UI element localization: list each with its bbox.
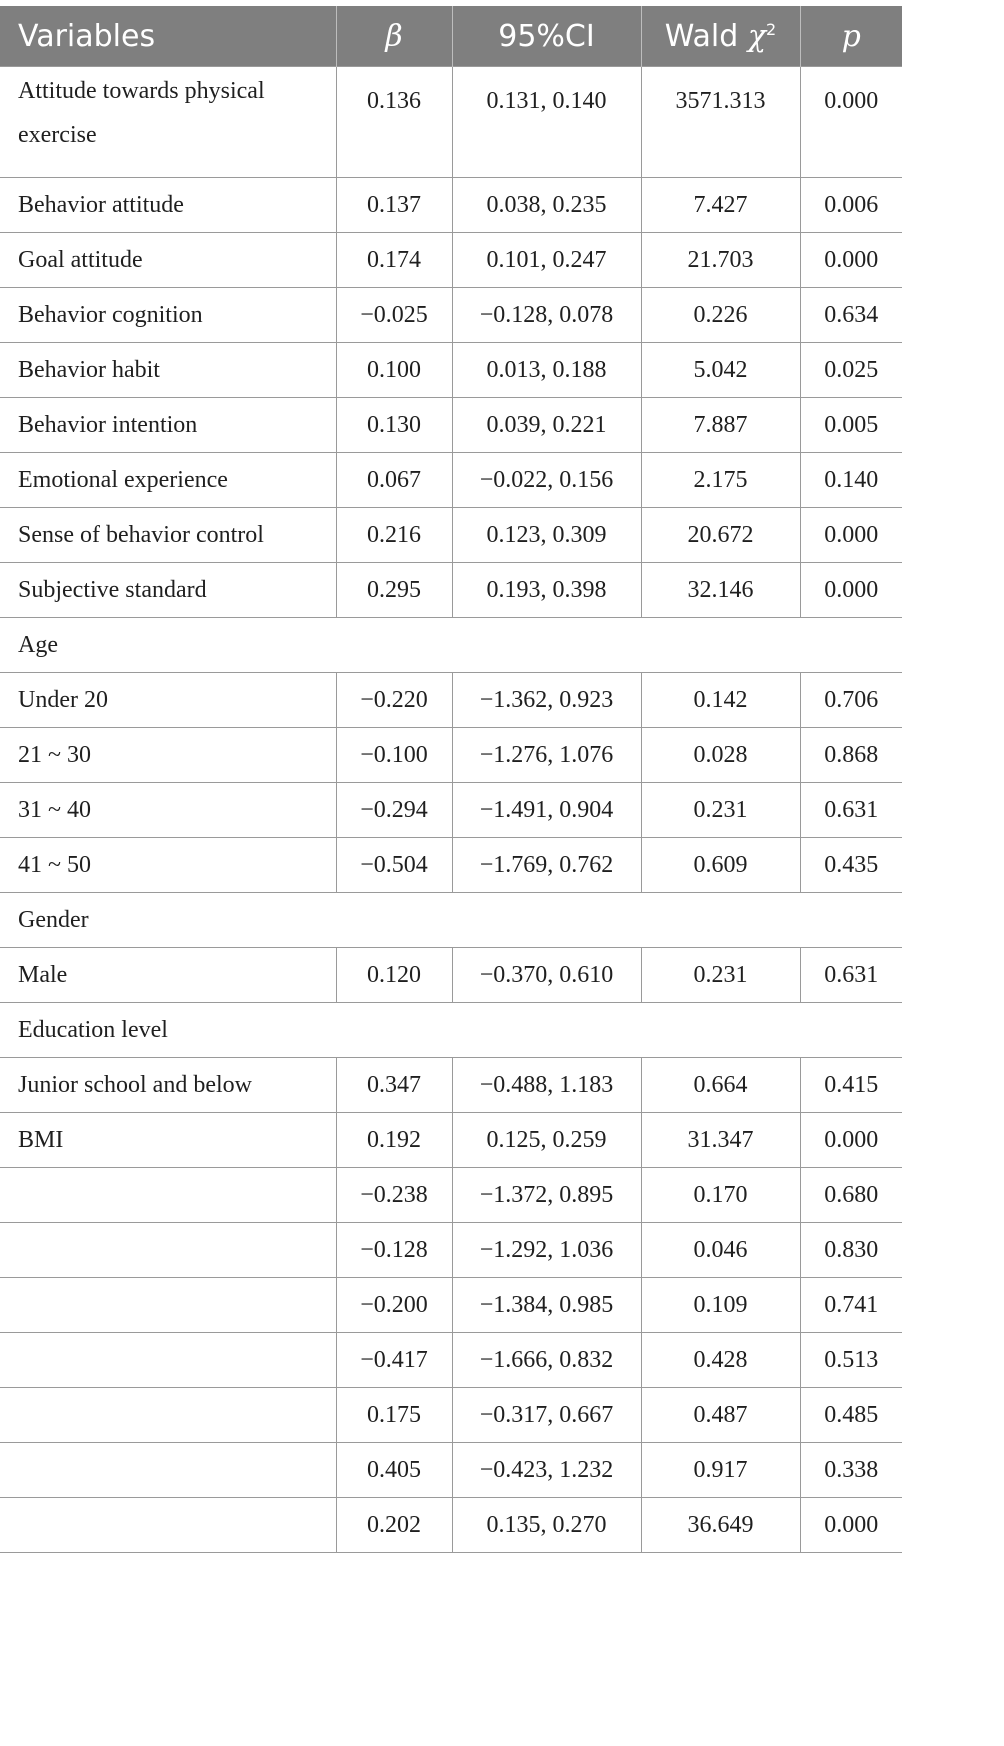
cell-variable: Behavior cognition: [0, 288, 336, 343]
cell-beta: 0.100: [336, 343, 452, 398]
cell-variable: 21 ~ 30: [0, 728, 336, 783]
table-row: [0, 1278, 902, 1333]
cell-p: 0.631: [800, 948, 902, 1003]
header-p: [800, 6, 902, 67]
cell-ci: −1.292, 1.036: [452, 1223, 641, 1278]
section-label: Education level: [0, 1003, 902, 1058]
cell-p: 0.631: [800, 783, 902, 838]
cell-variable: [0, 1333, 336, 1388]
cell-beta: −0.128: [336, 1223, 452, 1278]
cell-p: 0.634: [800, 288, 902, 343]
cell-beta: −0.294: [336, 783, 452, 838]
cell-ci: 0.193, 0.398: [452, 563, 641, 618]
cell-ci: 0.135, 0.270: [452, 1498, 641, 1553]
cell-beta: −0.025: [336, 288, 452, 343]
cell-p: 0.000: [800, 1498, 902, 1553]
table-header: [0, 6, 902, 67]
cell-ci: −1.372, 0.895: [452, 1168, 641, 1223]
cell-p: 0.000: [800, 233, 902, 288]
table-row: [0, 1113, 902, 1168]
section-label: Gender: [0, 893, 902, 948]
table-row: [0, 783, 902, 838]
cell-p: 0.830: [800, 1223, 902, 1278]
table-row: [0, 1223, 902, 1278]
cell-variable: Under 20: [0, 673, 336, 728]
wald-label: Wald: [664, 18, 748, 54]
cell-variable: Sense of behavior control: [0, 508, 336, 563]
cell-wald: 36.649: [641, 1498, 800, 1553]
cell-variable: [0, 1498, 336, 1553]
cell-p: 0.741: [800, 1278, 902, 1333]
table-body: [0, 67, 902, 1553]
section-row: [0, 893, 902, 948]
cell-wald: 2.175: [641, 453, 800, 508]
cell-wald: 0.226: [641, 288, 800, 343]
cell-variable: Behavior habit: [0, 343, 336, 398]
cell-variable: [0, 1168, 336, 1223]
cell-wald: 0.231: [641, 948, 800, 1003]
cell-p: 0.338: [800, 1443, 902, 1498]
cell-ci: −0.370, 0.610: [452, 948, 641, 1003]
cell-beta: 0.137: [336, 178, 452, 233]
cell-variable: 31 ~ 40: [0, 783, 336, 838]
header-wald: [641, 6, 800, 67]
cell-ci: −0.317, 0.667: [452, 1388, 641, 1443]
p-symbol: p: [841, 18, 861, 54]
cell-p: 0.000: [800, 563, 902, 618]
cell-ci: −1.362, 0.923: [452, 673, 641, 728]
table-row: [0, 178, 902, 233]
table-row: [0, 67, 902, 178]
cell-ci: −0.128, 0.078: [452, 288, 641, 343]
table-row: [0, 453, 902, 508]
table-row: [0, 398, 902, 453]
cell-p: 0.005: [800, 398, 902, 453]
cell-variable: Subjective standard: [0, 563, 336, 618]
section-row: [0, 1003, 902, 1058]
cell-wald: 21.703: [641, 233, 800, 288]
cell-wald: 31.347: [641, 1113, 800, 1168]
regression-table: [0, 6, 902, 1553]
cell-p: 0.025: [800, 343, 902, 398]
cell-wald: 20.672: [641, 508, 800, 563]
cell-variable: BMI: [0, 1113, 336, 1168]
cell-beta: 0.174: [336, 233, 452, 288]
cell-wald: 0.487: [641, 1388, 800, 1443]
cell-wald: 0.109: [641, 1278, 800, 1333]
cell-ci: 0.101, 0.247: [452, 233, 641, 288]
cell-ci: −0.423, 1.232: [452, 1443, 641, 1498]
cell-wald: 7.427: [641, 178, 800, 233]
table-row: [0, 1443, 902, 1498]
cell-ci: 0.038, 0.235: [452, 178, 641, 233]
cell-variable: Behavior attitude: [0, 178, 336, 233]
cell-p: 0.680: [800, 1168, 902, 1223]
cell-wald: 3571.313: [641, 67, 800, 178]
cell-p: 0.006: [800, 178, 902, 233]
cell-ci: −1.491, 0.904: [452, 783, 641, 838]
cell-beta: 0.136: [336, 67, 452, 178]
cell-variable: Behavior intention: [0, 398, 336, 453]
header-row: [0, 6, 902, 67]
cell-beta: 0.216: [336, 508, 452, 563]
cell-beta: −0.220: [336, 673, 452, 728]
cell-beta: −0.100: [336, 728, 452, 783]
cell-beta: 0.192: [336, 1113, 452, 1168]
cell-variable: 41 ~ 50: [0, 838, 336, 893]
cell-p: 0.513: [800, 1333, 902, 1388]
cell-variable: Goal attitude: [0, 233, 336, 288]
table-row: [0, 1168, 902, 1223]
cell-wald: 0.046: [641, 1223, 800, 1278]
cell-variable: Junior school and below: [0, 1058, 336, 1113]
table-row: [0, 1388, 902, 1443]
cell-variable: Attitude towards physical exercise: [0, 67, 336, 178]
cell-p: 0.415: [800, 1058, 902, 1113]
cell-ci: −1.384, 0.985: [452, 1278, 641, 1333]
table-row: [0, 1333, 902, 1388]
cell-beta: 0.175: [336, 1388, 452, 1443]
cell-variable: [0, 1278, 336, 1333]
cell-ci: 0.125, 0.259: [452, 1113, 641, 1168]
section-row: [0, 618, 902, 673]
cell-wald: 5.042: [641, 343, 800, 398]
table-row: [0, 948, 902, 1003]
cell-beta: 0.405: [336, 1443, 452, 1498]
cell-ci: −0.022, 0.156: [452, 453, 641, 508]
cell-variable: Male: [0, 948, 336, 1003]
cell-ci: 0.013, 0.188: [452, 343, 641, 398]
cell-wald: 0.917: [641, 1443, 800, 1498]
cell-wald: 0.609: [641, 838, 800, 893]
cell-ci: 0.123, 0.309: [452, 508, 641, 563]
cell-beta: 0.130: [336, 398, 452, 453]
cell-wald: 0.428: [641, 1333, 800, 1388]
cell-variable: Emotional experience: [0, 453, 336, 508]
cell-beta: −0.238: [336, 1168, 452, 1223]
cell-ci: 0.131, 0.140: [452, 67, 641, 178]
table-row: [0, 508, 902, 563]
cell-variable: [0, 1443, 336, 1498]
table-row: [0, 728, 902, 783]
cell-p: 0.435: [800, 838, 902, 893]
table-row: [0, 563, 902, 618]
cell-beta: −0.417: [336, 1333, 452, 1388]
cell-p: 0.000: [800, 508, 902, 563]
cell-variable: [0, 1223, 336, 1278]
cell-wald: 0.231: [641, 783, 800, 838]
header-variables: Variables: [0, 6, 336, 67]
table-row: [0, 1498, 902, 1553]
table-row: [0, 673, 902, 728]
cell-ci: 0.039, 0.221: [452, 398, 641, 453]
cell-p: 0.706: [800, 673, 902, 728]
cell-beta: 0.202: [336, 1498, 452, 1553]
cell-ci: −0.488, 1.183: [452, 1058, 641, 1113]
beta-symbol: β: [385, 18, 403, 54]
cell-p: 0.140: [800, 453, 902, 508]
table-row: [0, 343, 902, 398]
cell-variable: [0, 1388, 336, 1443]
chi-symbol: χ: [747, 18, 767, 54]
cell-ci: −1.666, 0.832: [452, 1333, 641, 1388]
cell-wald: 0.170: [641, 1168, 800, 1223]
section-label: Age: [0, 618, 902, 673]
header-ci: 95%CI: [452, 6, 641, 67]
cell-wald: 0.664: [641, 1058, 800, 1113]
cell-beta: 0.120: [336, 948, 452, 1003]
table-row: [0, 288, 902, 343]
table-row: [0, 838, 902, 893]
cell-wald: 32.146: [641, 563, 800, 618]
cell-p: 0.000: [800, 67, 902, 178]
cell-beta: 0.347: [336, 1058, 452, 1113]
cell-p: 0.868: [800, 728, 902, 783]
cell-beta: −0.200: [336, 1278, 452, 1333]
cell-beta: 0.067: [336, 453, 452, 508]
cell-beta: −0.504: [336, 838, 452, 893]
cell-wald: 7.887: [641, 398, 800, 453]
chi-superscript: 2: [766, 19, 777, 39]
cell-wald: 0.028: [641, 728, 800, 783]
cell-ci: −1.769, 0.762: [452, 838, 641, 893]
cell-p: 0.000: [800, 1113, 902, 1168]
table-row: [0, 233, 902, 288]
table-row: [0, 1058, 902, 1113]
cell-p: 0.485: [800, 1388, 902, 1443]
cell-beta: 0.295: [336, 563, 452, 618]
cell-wald: 0.142: [641, 673, 800, 728]
cell-ci: −1.276, 1.076: [452, 728, 641, 783]
header-beta: [336, 6, 452, 67]
